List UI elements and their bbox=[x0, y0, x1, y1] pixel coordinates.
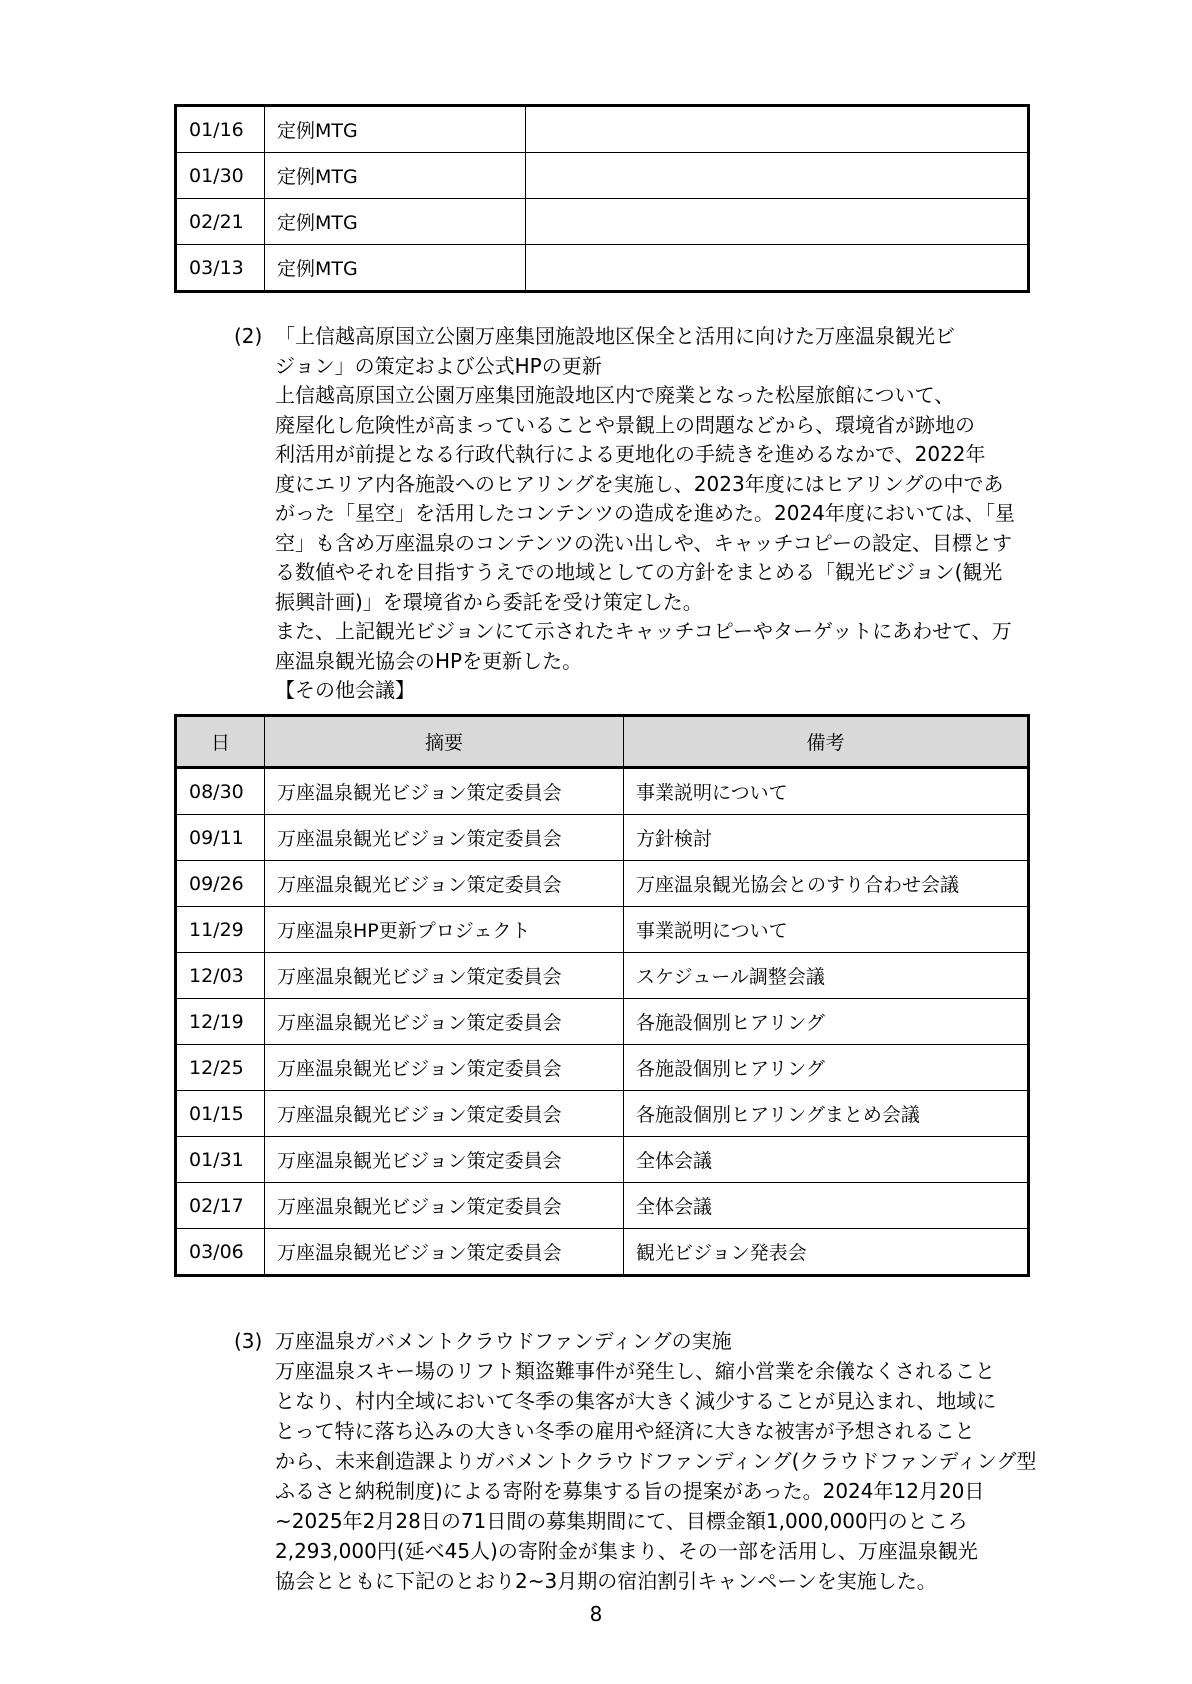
cell-summary: 定例MTG bbox=[265, 245, 526, 292]
section-2 bbox=[234, 322, 1034, 706]
section-title: 「上信越高原国立公園万座集団施設地区保全と活用に向けた万座温泉観光ビ bbox=[275, 324, 955, 348]
table-row bbox=[176, 1183, 1029, 1229]
column-header-date: 日 bbox=[176, 716, 265, 768]
cell-date: 09/26 bbox=[176, 861, 265, 907]
cell-date: 12/19 bbox=[176, 999, 265, 1045]
paragraph-line: 廃屋化し危険性が高まっていることや景観上の問題などから、環境省が跡地の bbox=[275, 412, 975, 437]
cell-date: 12/03 bbox=[176, 953, 265, 999]
cell-note: 全体会議 bbox=[624, 1183, 1029, 1229]
paragraph-line: とって特に落ち込みの大きい冬季の雇用や経済に大きな被害が予想されること bbox=[275, 1419, 975, 1443]
table-row bbox=[176, 907, 1029, 953]
cell-date: 02/21 bbox=[176, 199, 265, 245]
cell-note: スケジュール調整会議 bbox=[624, 953, 1029, 999]
cell-date: 11/29 bbox=[176, 907, 265, 953]
paragraph-line: る数値やそれを目指すうえでの地域としての方針をまとめる「観光ビジョン(観光 bbox=[275, 560, 1003, 584]
paragraph-line: ~2025年2月28日の71日間の募集期間にて、目標金額1,000,000円のところ bbox=[275, 1509, 968, 1533]
table-row bbox=[176, 1229, 1029, 1276]
section-title: ジョン」の策定および公式HPの更新 bbox=[275, 353, 602, 378]
cell-note: 観光ビジョン発表会 bbox=[624, 1229, 1029, 1276]
table-row bbox=[176, 861, 1029, 907]
paragraph-line: 【その他会議】 bbox=[275, 678, 415, 702]
cell-note: 各施設個別ヒアリングまとめ会議 bbox=[624, 1091, 1029, 1137]
cell-summary: 万座温泉観光ビジョン策定委員会 bbox=[265, 1045, 624, 1091]
table-row bbox=[176, 1091, 1029, 1137]
cell-note bbox=[526, 199, 1029, 245]
paragraph-line: 上信越高原国立公園万座集団施設地区内で廃業となった松屋旅館について、 bbox=[275, 383, 955, 407]
table-row bbox=[176, 106, 1029, 153]
cell-note: 万座温泉観光協会とのすり合わせ会議 bbox=[624, 861, 1029, 907]
table-row bbox=[176, 199, 1029, 245]
paragraph-line: 度にエリア内各施設へのヒアリングを実施し、2023年度にはヒアリングの中であ bbox=[275, 471, 1004, 496]
cell-note bbox=[526, 106, 1029, 153]
cell-note: 各施設個別ヒアリング bbox=[624, 999, 1029, 1045]
table-row bbox=[176, 1137, 1029, 1183]
cell-date: 09/11 bbox=[176, 815, 265, 861]
paragraph-line: また、上記観光ビジョンにて示されたキャッチコピーやターゲットにあわせて、万 bbox=[275, 619, 1012, 643]
regular-meetings-table bbox=[174, 104, 1030, 293]
cell-date: 03/06 bbox=[176, 1229, 265, 1276]
paragraph-line: 振興計画)」を環境省から委託を受け策定した。 bbox=[275, 589, 703, 614]
section-number: (3) bbox=[234, 1329, 263, 1353]
table-row bbox=[176, 953, 1029, 999]
cell-date: 01/31 bbox=[176, 1137, 265, 1183]
cell-date: 02/17 bbox=[176, 1183, 265, 1229]
cell-summary: 万座温泉観光ビジョン策定委員会 bbox=[265, 861, 624, 907]
page-number: 8 bbox=[589, 1602, 603, 1626]
cell-summary: 万座温泉観光ビジョン策定委員会 bbox=[265, 1183, 624, 1229]
cell-date: 12/25 bbox=[176, 1045, 265, 1091]
table-row bbox=[176, 999, 1029, 1045]
cell-summary: 万座温泉観光ビジョン策定委員会 bbox=[265, 768, 624, 815]
cell-date: 01/30 bbox=[176, 153, 265, 199]
cell-note bbox=[526, 153, 1029, 199]
paragraph-line: 協会とともに下記のとおり2~3月期の宿泊割引キャンペーンを実施した。 bbox=[275, 1569, 937, 1593]
cell-date: 01/15 bbox=[176, 1091, 265, 1137]
column-header-notes: 備考 bbox=[624, 716, 1029, 768]
cell-note: 各施設個別ヒアリング bbox=[624, 1045, 1029, 1091]
paragraph-line: 利活用が前提となる行政代執行による更地化の手続きを進めるなかで、2022年 bbox=[275, 442, 986, 466]
cell-summary: 万座温泉観光ビジョン策定委員会 bbox=[265, 953, 624, 999]
cell-summary: 万座温泉観光ビジョン策定委員会 bbox=[265, 1137, 624, 1183]
cell-note: 方針検討 bbox=[624, 815, 1029, 861]
cell-summary: 万座温泉観光ビジョン策定委員会 bbox=[265, 815, 624, 861]
table-row bbox=[176, 815, 1029, 861]
section-title: 万座温泉ガバメントクラウドファンディングの実施 bbox=[275, 1329, 732, 1353]
table-row bbox=[176, 245, 1029, 292]
cell-summary: 定例MTG bbox=[265, 199, 526, 245]
cell-summary: 万座温泉HP更新プロジェクト bbox=[265, 907, 624, 953]
cell-summary: 定例MTG bbox=[265, 106, 526, 153]
cell-note: 事業説明について bbox=[624, 768, 1029, 815]
other-meetings-table bbox=[174, 714, 1030, 1277]
paragraph-line: となり、村内全域において冬季の集客が大きく減少することが見込まれ、地域に bbox=[275, 1389, 997, 1413]
cell-summary: 万座温泉観光ビジョン策定委員会 bbox=[265, 1091, 624, 1137]
paragraph-line: 2,293,000円(延べ45人)の寄附金が集まり、その一部を活用し、万座温泉観光 bbox=[275, 1539, 978, 1563]
column-header-summary: 摘要 bbox=[265, 716, 624, 768]
paragraph-line: がった「星空」を活用したコンテンツの造成を進めた。2024年度においては、「星 bbox=[275, 501, 1015, 525]
paragraph-line: から、未来創造課よりガバメントクラウドファンディング(クラウドファンディング型 bbox=[275, 1449, 1037, 1473]
cell-summary: 定例MTG bbox=[265, 153, 526, 199]
cell-date: 08/30 bbox=[176, 768, 265, 815]
paragraph-line: 空」も含め万座温泉のコンテンツの洗い出しや、キャッチコピーの設定、目標とす bbox=[275, 530, 1012, 555]
paragraph-line: ふるさと納税制度)による寄附を募集する旨の提案があった。2024年12月20日 bbox=[275, 1479, 985, 1503]
cell-note: 事業説明について bbox=[624, 907, 1029, 953]
cell-note: 全体会議 bbox=[624, 1137, 1029, 1183]
paragraph-line: 座温泉観光協会のHPを更新した。 bbox=[275, 648, 583, 673]
cell-note bbox=[526, 245, 1029, 292]
cell-summary: 万座温泉観光ビジョン策定委員会 bbox=[265, 999, 624, 1045]
section-number: (2) bbox=[234, 324, 263, 348]
table-row bbox=[176, 768, 1029, 815]
table-row bbox=[176, 1045, 1029, 1091]
section-3 bbox=[234, 1326, 1037, 1596]
cell-summary: 万座温泉観光ビジョン策定委員会 bbox=[265, 1229, 624, 1276]
cell-date: 03/13 bbox=[176, 245, 265, 292]
table-row bbox=[176, 153, 1029, 199]
cell-date: 01/16 bbox=[176, 106, 265, 153]
paragraph-line: 万座温泉スキー場のリフト類盗難事件が発生し、縮小営業を余儀なくされること bbox=[275, 1359, 995, 1383]
